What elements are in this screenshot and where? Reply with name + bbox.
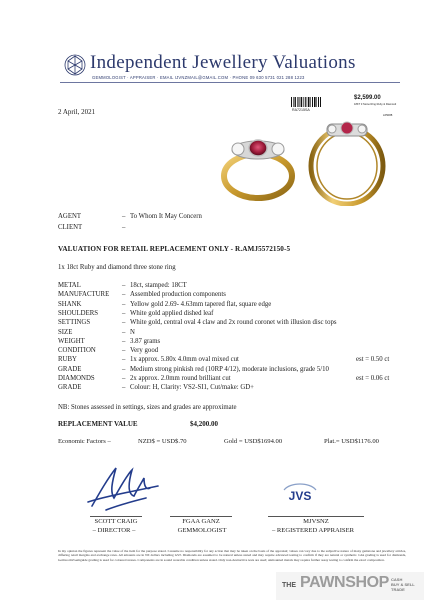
ring-photo-side bbox=[302, 120, 392, 206]
signer-role: – REGISTERED APPRAISER bbox=[271, 527, 355, 534]
spec-label: WEIGHT bbox=[58, 337, 85, 345]
spec-label: MANUFACTURE bbox=[58, 291, 110, 299]
spec-row: MANUFACTURE – Assembled production components bbox=[58, 291, 226, 299]
signer-name: FGAA GANZ bbox=[182, 518, 220, 525]
spec-value: Yellow gold 2.69- 4.63mm tapered flat, square edge bbox=[130, 300, 272, 308]
jvs-logo-text: JVS bbox=[288, 489, 312, 503]
spec-label: SETTINGS bbox=[58, 319, 91, 327]
platinum-price: Plat.= USD$1176.00 bbox=[324, 438, 379, 445]
spec-row: GRADE – Medium strong pinkish red (10RP 4/12), moderate inclusions, grade 5/10 bbox=[58, 365, 329, 373]
spec-value: Very good bbox=[130, 347, 159, 355]
spec-row: SHOULDERS – White gold applied dished leaf bbox=[58, 309, 214, 317]
spec-label: SHOULDERS bbox=[58, 309, 99, 317]
signature-line-2 bbox=[170, 516, 232, 517]
spec-row: RUBY – 1x approx. 5.80x 4.0mm oval mixed cut bbox=[58, 356, 239, 364]
spec-row: WEIGHT – 3.87 grams bbox=[58, 337, 161, 345]
brand-contact-line: GEMMOLOGIST · APPRAISER · EMAIL IJVNZMAIL@GMAIL.COM · PHONE 09 630 5731 021 288 1223 bbox=[92, 75, 305, 80]
spec-label: DIAMONDS bbox=[58, 375, 95, 382]
spec-label: METAL bbox=[58, 282, 81, 289]
barcode-icon bbox=[291, 97, 321, 107]
spec-label: GRADE bbox=[58, 384, 82, 392]
spec-label: RUBY bbox=[58, 356, 77, 364]
signer-name: MJVSNZ bbox=[303, 518, 329, 525]
client-label: CLIENT bbox=[58, 224, 83, 231]
signer-role: GEMMOLOGIST bbox=[177, 527, 227, 534]
spec-row: SETTINGS – White gold, central oval 4 claw and 2x round coronet with illusion disc tops bbox=[58, 319, 337, 327]
spec-value: Assembled production components bbox=[130, 291, 226, 299]
stamp-side: CASH BUY & SELL TRADE bbox=[391, 577, 415, 592]
spec-label: SIZE bbox=[58, 328, 73, 336]
agent-label: AGENT bbox=[58, 213, 82, 220]
spec-value: 18ct, stamped: 18CT bbox=[130, 282, 187, 289]
client-row: CLIENT – bbox=[58, 224, 126, 231]
diamond-estimate: est = 0.06 ct bbox=[356, 375, 390, 382]
spec-value: 1x approx. 5.80x 4.0mm oval mixed cut bbox=[130, 356, 239, 364]
spec-label: CONDITION bbox=[58, 347, 96, 355]
nzd-rate: NZD$ = USD$.70 bbox=[138, 438, 187, 445]
gold-price: Gold = USD$1694.00 bbox=[224, 438, 283, 445]
assessment-note: NB: Stones assessed in settings, sizes and grades are approximate bbox=[58, 404, 237, 411]
diamond-logo-icon bbox=[64, 54, 86, 76]
item-description: 1x 18ct Ruby and diamond three stone ring bbox=[58, 264, 176, 271]
spec-value: 2x approx. 2.0mm round brilliant cut bbox=[130, 375, 231, 382]
stamp-main: PAWNSHOP bbox=[300, 574, 389, 591]
spec-value: White gold applied dished leaf bbox=[130, 309, 214, 317]
jvs-logo-icon bbox=[280, 480, 320, 508]
agent-row: AGENT – To Whom It May Concern bbox=[58, 213, 202, 220]
replacement-value: $4,200.00 bbox=[190, 420, 218, 428]
tag-code: L65088 bbox=[383, 113, 393, 117]
spec-row: SIZE – N bbox=[58, 328, 135, 336]
handwritten-signature bbox=[86, 462, 160, 514]
spec-value: White gold, central oval 4 claw and 2x round coronet with illusion disc tops bbox=[130, 319, 337, 327]
ruby-estimate: est = 0.50 ct bbox=[356, 356, 390, 364]
spec-row: GRADE – Colour: H, Clarity: VS2-SI1, Cut/make: GD+ bbox=[58, 384, 254, 392]
spec-row: METAL – 18ct, stamped: 18CT bbox=[58, 282, 187, 289]
signature-line-1 bbox=[90, 516, 142, 517]
signature-line-3 bbox=[268, 516, 364, 517]
tag-description: 18KT 3 Stone Ring Ruby & Diamond bbox=[354, 103, 397, 106]
ring-photo-top bbox=[214, 128, 302, 206]
spec-row: SHANK – Yellow gold 2.69- 4.63mm tapered flat, square edge bbox=[58, 300, 272, 308]
brand-name: Independent Jewellery Valuations bbox=[90, 52, 356, 73]
economic-factors-label: Economic Factors – bbox=[58, 438, 111, 445]
valuation-title: VALUATION FOR RETAIL REPLACEMENT ONLY - R.AMJ5572150-5 bbox=[58, 245, 291, 253]
spec-label: SHANK bbox=[58, 300, 82, 308]
header-rule bbox=[60, 82, 400, 83]
replacement-value-label: REPLACEMENT VALUE bbox=[58, 420, 138, 428]
tag-price: $2,599.00 bbox=[354, 95, 381, 101]
document-date: 2 April, 2021 bbox=[58, 108, 96, 116]
spec-value: Medium strong pinkish red (10RP 4/12), moderate inclusions, grade 5/10 bbox=[130, 365, 329, 373]
signer-role: – DIRECTOR – bbox=[92, 527, 136, 534]
spec-value: N bbox=[130, 328, 135, 336]
spec-label: GRADE bbox=[58, 365, 82, 373]
spec-value: Colour: H, Clarity: VS2-SI1, Cut/make: GD+ bbox=[130, 384, 254, 392]
spec-row: DIAMONDS – 2x approx. 2.0mm round brilliant cut bbox=[58, 375, 231, 382]
stamp-the: THE bbox=[282, 582, 296, 589]
spec-value: 3.87 grams bbox=[130, 337, 161, 345]
disclaimer-text: In my opinion the figures represent the value of the item for the purpose stated. I assume no responsibility for any action that may be taken on the basis of the appraisal; values can vary due to the subjective nature of many gemstone and jewellery articles, differing retail margins and exchange rates. All amounts are in NZ dollars including GST. Diamonds are assumed to be natural unless stated and may require advanced testing to confirm if they are natural or synthetic. GIA grading is used for diamonds, Gemworld/Gemguide grading is used for coloured stones. Components are in sound wearable condition unless stated. Only non-destructive tests are used; unmounted metals may require further assay testing to confirm the exact composition. bbox=[58, 549, 406, 562]
barcode-number: RA7215SA bbox=[292, 108, 310, 112]
agent-value: To Whom It May Concern bbox=[130, 213, 202, 220]
signer-name: SCOTT CRAIG bbox=[94, 518, 138, 525]
spec-row: CONDITION – Very good bbox=[58, 347, 159, 355]
